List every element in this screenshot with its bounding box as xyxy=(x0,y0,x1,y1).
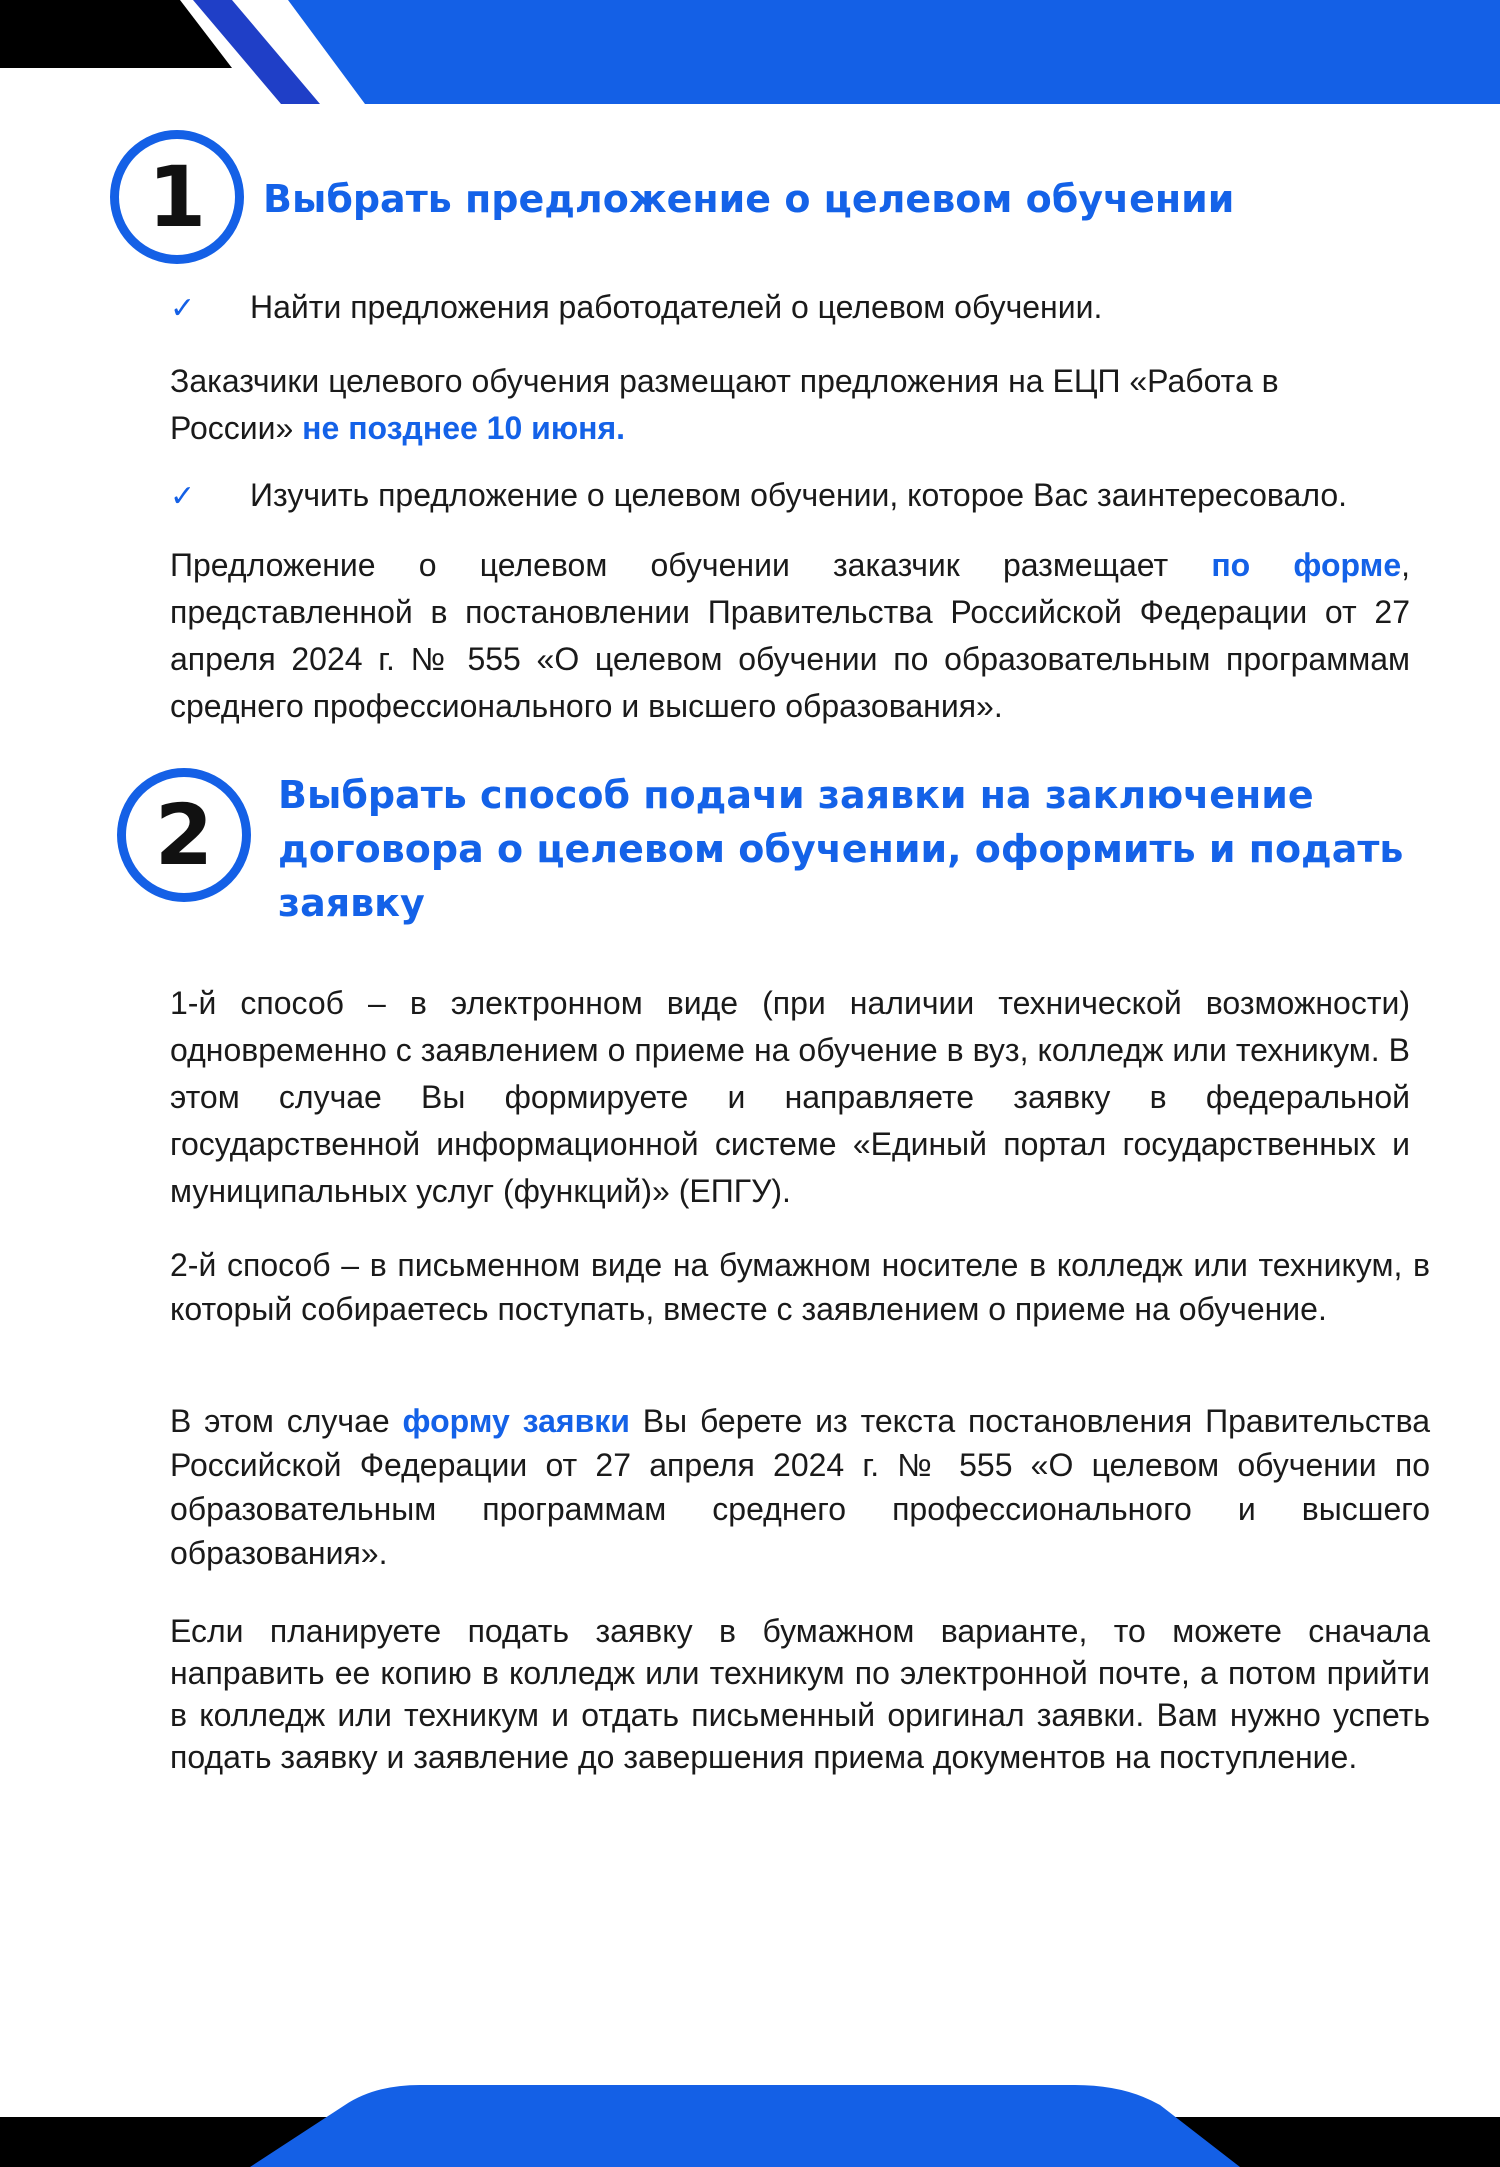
step-2-paragraph-1: 1-й способ – в электронном виде (при наличии технической возможности) одновременно с заявлением о приеме на обучение в вуз, колледж или техникум. В этом случае Вы формируете и направляете заявку в федеральной государственной информационной системе «Единый портал государственных и муниципальных услуг (функций)» (ЕПГУ). xyxy=(170,985,1410,1209)
step-1-paragraph-1 xyxy=(170,358,1330,452)
header-blue-band xyxy=(288,0,1500,104)
step-1-item-2-text: Изучить предложение о целевом обучении, которое Вас заинтересовало. xyxy=(250,477,1348,513)
footer-decoration xyxy=(0,2085,1500,2167)
step-2-paragraph-3 xyxy=(170,1399,1430,1575)
step-2-badge xyxy=(117,768,251,902)
checkmark-icon: ✓ xyxy=(170,479,196,514)
step-2-paragraph-4: Если планируете подать заявку в бумажном варианте, то можете сначала направить ее копию в колледж или техникум по электронной почте, а потом прийти в колледж или техникум и отдать письменный оригинал заявки. Вам нужно успеть подать заявку и заявление до завершения приема документов на поступление. xyxy=(170,1613,1430,1775)
step-2-title: Выбрать способ подачи заявки на заключение договора о целевом обучении, оформить и подать заявку xyxy=(278,773,1404,925)
checkmark-icon: ✓ xyxy=(170,291,196,326)
form-link[interactable]: по форме xyxy=(1211,547,1402,583)
step-1-item-2 xyxy=(170,472,1420,520)
step-1-item-1 xyxy=(170,284,1420,332)
header-black-shape xyxy=(0,0,232,68)
step-2-paragraph-3-before: В этом случае xyxy=(170,1403,403,1439)
step-1-number: 1 xyxy=(147,148,207,246)
application-form-link[interactable]: форму заявки xyxy=(402,1403,630,1439)
step-1-title: Выбрать предложение о целевом обучении xyxy=(263,177,1235,221)
step-1-paragraph-1-text: Заказчики целевого обучения размещают предложения на ЕЦП «Работа в России» xyxy=(170,363,1279,446)
step-2-paragraph-3-after: Вы берете из текста постановления Правительства Российской Федерации от 27 апреля 2024 г. № 555 «О целевом обучении по образовательным программам среднего профессионального и высшего образования». xyxy=(170,1403,1431,1571)
step-2-number: 2 xyxy=(154,786,214,884)
step-1-paragraph-2-after: , представленной в постановлении Правительства Российской Федерации от 27 апреля 2024 г. № 555 «О целевом обучении по образовательным программам среднего профессионального и высшего образования». xyxy=(170,547,1411,724)
step-1-badge xyxy=(110,130,244,264)
step-2-paragraph-2: 2-й способ – в письменном виде на бумажном носителе в колледж или техникум, в который собираетесь поступать, вместе с заявлением о приеме на обучение. xyxy=(170,1247,1430,1327)
step-1-item-1-text: Найти предложения работодателей о целевом обучении. xyxy=(250,289,1103,325)
step-1-paragraph-2 xyxy=(170,542,1410,730)
footer-blue-shape xyxy=(250,2085,1240,2167)
header-decoration xyxy=(0,0,1500,104)
deadline-highlight: не позднее 10 июня. xyxy=(302,410,626,446)
step-1-paragraph-2-before: Предложение о целевом обучении заказчик размещает xyxy=(170,547,1212,583)
